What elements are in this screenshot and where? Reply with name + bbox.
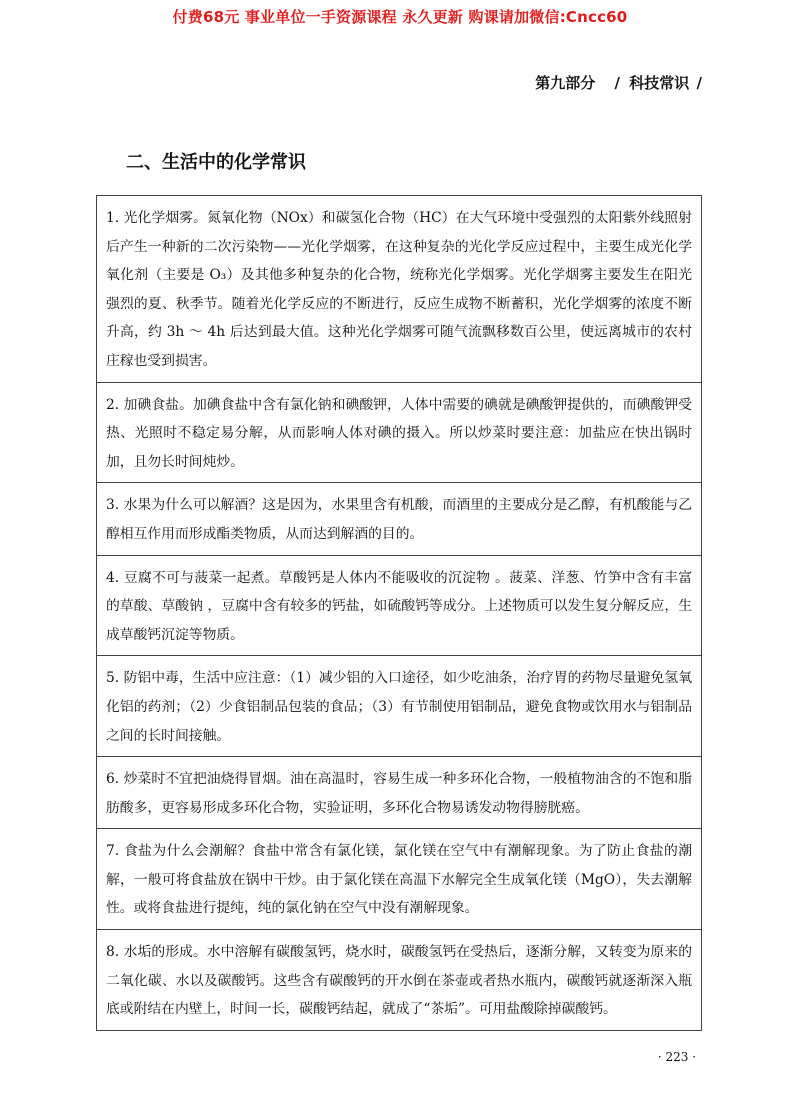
list-item: 4. 豆腐不可与菠菜一起煮。草酸钙是人体内不能吸收的沉淀物 。菠菜、洋葱、竹笋中含有丰富的草酸、草酸钠 ，豆腐中含有较多的钙盐，如硫酸钙等成分。上述物质可以发生复分解反应，生成草酸钙沉淀等物质。 (97, 555, 701, 656)
list-item: 7. 食盐为什么会潮解？食盐中常含有氯化镁，氯化镁在空气中有潮解现象。为了防止食盐的潮解，一般可将食盐放在锅中干炒。由于氯化镁在高温下水解完全生成氧化镁（MgO），失去潮解性。或将食盐进行提纯，纯的氯化钠在空气中没有潮解现象。 (97, 828, 701, 929)
section-title: 二、生活中的化学常识 (126, 152, 306, 173)
running-header (535, 72, 702, 93)
list-item: 3. 水果为什么可以解酒？这是因为，水果里含有机酸，而酒里的主要成分是乙醇，有机酸能与乙醇相互作用而形成酯类物质，从而达到解酒的目的。 (97, 482, 701, 554)
list-item: 6. 炒菜时不宜把油烧得冒烟。油在高温时，容易生成一种多环化合物，一般植物油含的不饱和脂肪酸多，更容易形成多环化合物，实验证明，多环化合物易诱发动物得膀胱癌。 (97, 756, 701, 828)
header-separator: / (696, 74, 702, 92)
page-number: · 223 · (657, 1050, 696, 1064)
header-part: 第九部分 (535, 74, 596, 92)
promo-banner: 付费68元 事业单位一手资源课程 永久更新 购课请加微信:Cncc60 (172, 8, 628, 26)
list-item: 1. 光化学烟雾。氮氧化物（NOx）和碳氢化合物（HC）在大气环境中受强烈的太阳紫外线照射后产生一种新的二次污染物——光化学烟雾，在这种复杂的光化学反应过程中，主要生成光化学氧化剂（主要是 O₃）及其他多种复杂的化合物，统称光化学烟雾。光化学烟雾主要发生在阳光强烈的夏、秋季节。随着光化学反应的不断进行，反应生成物不断蓄积，光化学烟雾的浓度不断升高，约 3h ～ 4h 后达到最大值。这种光化学烟雾可随气流飘移数百公里，使远离城市的农村庄稼也受到损害。 (106, 210, 692, 369)
list-item: 8. 水垢的形成。水中溶解有碳酸氢钙，烧水时，碳酸氢钙在受热后，逐渐分解，又转变为原来的二氧化碳、水以及碳酸钙。这些含有碳酸钙的开水倒在茶壶或者热水瓶内，碳酸钙就逐渐深入瓶底或附结在内壁上，时间一长，碳酸钙结起，就成了“茶垢”。可用盐酸除掉碳酸钙。 (97, 929, 701, 1030)
content-table (96, 195, 702, 1031)
header-separator: / (614, 74, 621, 92)
header-topic: 科技常识 (629, 74, 690, 92)
list-item: 2. 加碘食盐。加碘食盐中含有氯化钠和碘酸钾，人体中需要的碘就是碘酸钾提供的，而碘酸钾受热、光照时不稳定易分解，从而影响人体对碘的摄入。所以炒菜时要注意：加盐应在快出锅时加，且勿长时间炖炒。 (97, 382, 701, 483)
list-item: 5. 防铝中毒，生活中应注意：（1）减少铝的入口途径，如少吃油条，治疗胃的药物尽量避免氢氧化铝的药剂；（2）少食铝制品包装的食品；（3）有节制使用铝制品，避免食物或饮用水与铝制品之间的长时间接触。 (97, 655, 701, 756)
